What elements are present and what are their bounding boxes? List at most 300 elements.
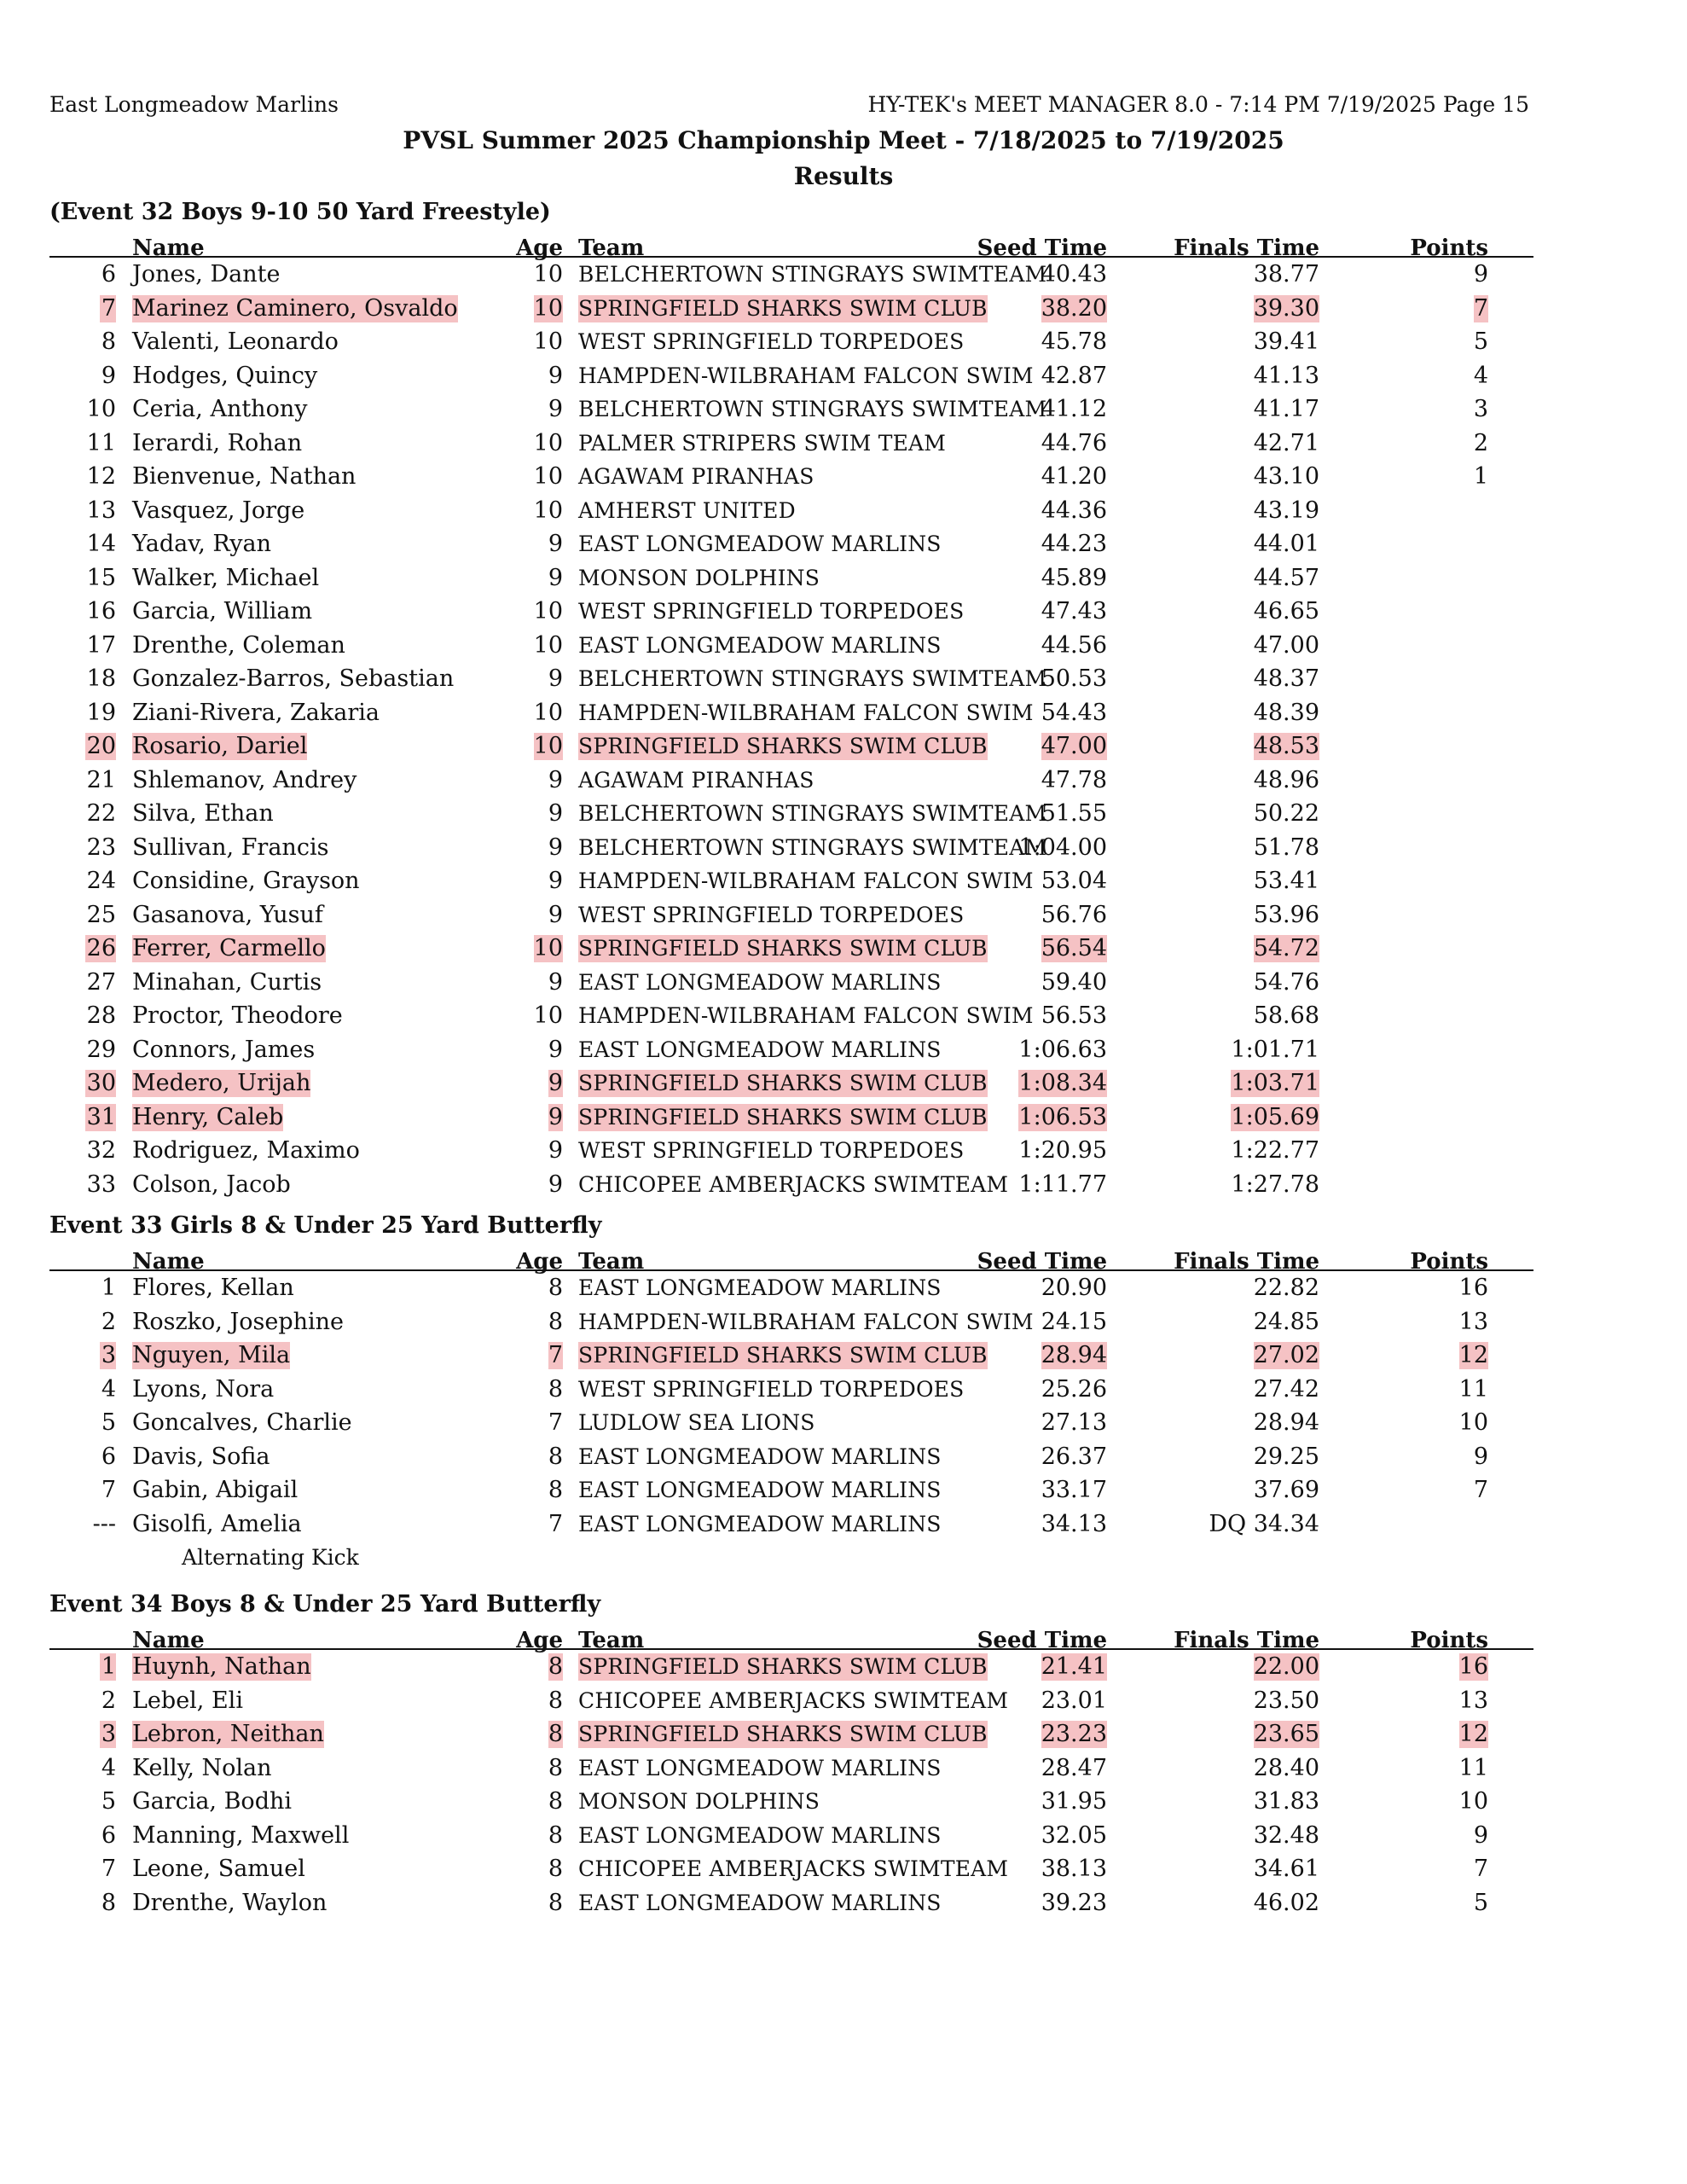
- result-row: [49, 1101, 1533, 1135]
- finals-time: 48.53: [1253, 733, 1319, 759]
- col-team: Team: [578, 1628, 645, 1653]
- team-name: EAST LONGMEADOW MARLINS: [578, 1275, 942, 1300]
- swimmer-name: Marinez Caminero, Osvaldo: [132, 294, 458, 322]
- finals-time: 50.22: [1253, 800, 1319, 827]
- age-cell: 8: [548, 1275, 563, 1301]
- points-cell: 9: [1473, 1821, 1488, 1849]
- swimmer-name: Walker, Michael: [132, 564, 320, 591]
- swimmer-name: Flores, Kellan: [132, 1275, 294, 1301]
- result-row: [49, 1751, 1533, 1786]
- place-cell: 3: [101, 1721, 116, 1747]
- place-cell: 29: [86, 1036, 116, 1063]
- result-row: [49, 1785, 1533, 1819]
- result-row: [49, 966, 1533, 1000]
- seed-time: 1:06.63: [1018, 1036, 1107, 1063]
- points-cell: 4: [1473, 362, 1488, 389]
- swimmer-name: Medero, Urijah: [132, 1070, 311, 1096]
- col-points: Points: [1410, 1249, 1488, 1275]
- header-team-name: East Longmeadow Marlins: [49, 92, 339, 117]
- col-finals-time: Finals Time: [1174, 1628, 1319, 1653]
- result-row: [49, 1819, 1533, 1853]
- age-cell: 9: [548, 362, 563, 389]
- age-cell: 7: [548, 1510, 563, 1537]
- seed-time: 1:20.95: [1018, 1137, 1107, 1164]
- seed-time: 21.41: [1041, 1653, 1107, 1680]
- team-name: SPRINGFIELD SHARKS SWIM CLUB: [578, 1654, 988, 1679]
- seed-time: 44.36: [1041, 497, 1107, 524]
- result-row: [49, 1886, 1533, 1920]
- result-row: [49, 831, 1533, 865]
- finals-time: 46.02: [1253, 1889, 1319, 1916]
- col-name: Name: [132, 235, 205, 261]
- place-cell: 21: [86, 766, 116, 793]
- age-cell: 8: [548, 1754, 563, 1781]
- seed-time: 44.56: [1041, 631, 1107, 659]
- finals-time: 44.57: [1253, 564, 1319, 591]
- team-name: HAMPDEN-WILBRAHAM FALCON SWIM: [578, 700, 1034, 725]
- swimmer-name: Lebel, Eli: [132, 1687, 243, 1714]
- finals-time: 54.76: [1253, 968, 1319, 996]
- finals-time: 1:01.71: [1231, 1036, 1319, 1063]
- age-cell: 9: [548, 834, 563, 861]
- column-header: [49, 1621, 1533, 1653]
- team-name: CHICOPEE AMBERJACKS SWIMTEAM: [578, 1856, 1009, 1881]
- team-name: MONSON DOLPHINS: [578, 1789, 820, 1814]
- team-name: BELCHERTOWN STINGRAYS SWIMTEAM: [578, 801, 1047, 826]
- result-row: [49, 1684, 1533, 1718]
- place-cell: 4: [101, 1754, 116, 1781]
- finals-time: 23.50: [1253, 1687, 1319, 1714]
- col-finals-time: Finals Time: [1174, 235, 1319, 261]
- seed-time: 41.20: [1041, 463, 1107, 490]
- col-points: Points: [1410, 235, 1488, 261]
- swimmer-name: Gasanova, Yusuf: [132, 901, 323, 928]
- age-cell: 8: [548, 1788, 563, 1815]
- col-seed-time: Seed Time: [977, 235, 1107, 261]
- seed-time: 44.76: [1041, 429, 1107, 456]
- swimmer-name: Vasquez, Jorge: [132, 497, 305, 524]
- dq-reason: Alternating Kick: [182, 1545, 359, 1570]
- place-cell: 9: [101, 362, 116, 389]
- age-cell: 9: [548, 766, 563, 793]
- age-cell: 8: [548, 1653, 563, 1680]
- result-row: [49, 1717, 1533, 1751]
- seed-time: 32.05: [1041, 1821, 1107, 1849]
- result-note-row: [49, 1541, 1533, 1575]
- points-cell: 12: [1458, 1342, 1488, 1368]
- age-cell: 10: [533, 429, 563, 456]
- seed-time: 26.37: [1041, 1443, 1107, 1470]
- team-name: EAST LONGMEADOW MARLINS: [578, 1755, 942, 1780]
- age-cell: 8: [548, 1477, 563, 1503]
- points-cell: 7: [1473, 294, 1488, 322]
- place-cell: 26: [86, 935, 116, 961]
- column-header: [49, 229, 1533, 261]
- place-cell: 7: [101, 1856, 116, 1882]
- result-row: [49, 999, 1533, 1033]
- team-name: EAST LONGMEADOW MARLINS: [578, 1037, 942, 1062]
- team-name: BELCHERTOWN STINGRAYS SWIMTEAM: [578, 834, 1047, 860]
- swimmer-name: Goncalves, Charlie: [132, 1409, 352, 1436]
- age-cell: 9: [548, 564, 563, 591]
- points-cell: 16: [1458, 1653, 1488, 1680]
- swimmer-name: Huynh, Nathan: [132, 1653, 311, 1680]
- place-cell: 5: [101, 1788, 116, 1815]
- place-cell: 23: [86, 834, 116, 861]
- result-row: [49, 1473, 1533, 1507]
- swimmer-name: Shlemanov, Andrey: [132, 766, 357, 793]
- result-row: [49, 1271, 1533, 1305]
- place-cell: 4: [101, 1375, 116, 1403]
- team-name: WEST SPRINGFIELD TORPEDOES: [578, 599, 965, 624]
- team-name: EAST LONGMEADOW MARLINS: [578, 1822, 942, 1848]
- col-age: Age: [516, 235, 563, 261]
- points-cell: 11: [1458, 1375, 1488, 1403]
- place-cell: 6: [101, 1821, 116, 1849]
- place-cell: 30: [86, 1070, 116, 1096]
- seed-time: 33.17: [1041, 1477, 1107, 1503]
- place-cell: 8: [101, 328, 116, 355]
- team-name: WEST SPRINGFIELD TORPEDOES: [578, 1138, 965, 1163]
- team-name: EAST LONGMEADOW MARLINS: [578, 1478, 942, 1502]
- seed-time: 56.53: [1041, 1002, 1107, 1029]
- team-name: BELCHERTOWN STINGRAYS SWIMTEAM: [578, 666, 1047, 691]
- age-cell: 10: [533, 294, 563, 322]
- swimmer-name: Henry, Caleb: [132, 1103, 284, 1130]
- swimmer-name: Valenti, Leonardo: [132, 328, 339, 355]
- result-row: [49, 797, 1533, 831]
- finals-time: 53.96: [1253, 901, 1319, 928]
- place-cell: 17: [86, 631, 116, 659]
- swimmer-name: Minahan, Curtis: [132, 968, 322, 996]
- points-cell: 9: [1473, 1443, 1488, 1470]
- result-row: [49, 460, 1533, 494]
- team-name: SPRINGFIELD SHARKS SWIM CLUB: [578, 936, 988, 961]
- team-name: AGAWAM PIRANHAS: [578, 464, 815, 489]
- seed-time: 51.55: [1041, 800, 1107, 827]
- finals-time: 43.10: [1253, 463, 1319, 490]
- age-cell: 10: [533, 261, 563, 288]
- finals-time: 1:03.71: [1231, 1070, 1319, 1096]
- results-rows: [49, 258, 1533, 1201]
- result-row: [49, 932, 1533, 966]
- result-row: [49, 1066, 1533, 1101]
- points-cell: 7: [1473, 1856, 1488, 1882]
- team-name: CHICOPEE AMBERJACKS SWIMTEAM: [578, 1171, 1009, 1197]
- header-software-info: HY-TEK's MEET MANAGER 8.0 - 7:14 PM 7/19/2025 Page 15: [867, 92, 1529, 117]
- seed-time: 47.43: [1041, 598, 1107, 624]
- result-row: [49, 292, 1533, 326]
- team-name: EAST LONGMEADOW MARLINS: [578, 1511, 942, 1536]
- age-cell: 8: [548, 1687, 563, 1714]
- event-33-section: [49, 1210, 1533, 1575]
- place-cell: 8: [101, 1889, 116, 1916]
- seed-time: 47.00: [1041, 733, 1107, 759]
- age-cell: 8: [548, 1889, 563, 1916]
- team-name: WEST SPRINGFIELD TORPEDOES: [578, 329, 965, 354]
- seed-time: 41.12: [1041, 396, 1107, 422]
- seed-time: 45.89: [1041, 564, 1107, 591]
- result-row: [49, 1168, 1533, 1202]
- finals-time: 24.85: [1253, 1308, 1319, 1335]
- finals-time: 37.69: [1253, 1477, 1319, 1503]
- swimmer-name: Gisolfi, Amelia: [132, 1510, 302, 1537]
- finals-time: 46.65: [1253, 598, 1319, 624]
- finals-time: 58.68: [1253, 1002, 1319, 1029]
- team-name: EAST LONGMEADOW MARLINS: [578, 969, 942, 995]
- seed-time: 56.76: [1041, 901, 1107, 928]
- seed-time: 20.90: [1041, 1275, 1107, 1301]
- results-rows: [49, 1650, 1533, 1920]
- place-cell: 19: [86, 699, 116, 726]
- age-cell: 8: [548, 1821, 563, 1849]
- team-name: HAMPDEN-WILBRAHAM FALCON SWIM: [578, 363, 1034, 388]
- swimmer-name: Rodriguez, Maximo: [132, 1137, 360, 1164]
- age-cell: 9: [548, 1070, 563, 1096]
- team-name: WEST SPRINGFIELD TORPEDOES: [578, 902, 965, 927]
- seed-time: 23.23: [1041, 1721, 1107, 1747]
- team-name: AGAWAM PIRANHAS: [578, 767, 815, 793]
- place-cell: 31: [86, 1103, 116, 1130]
- points-cell: 10: [1458, 1409, 1488, 1436]
- col-name: Name: [132, 1628, 205, 1653]
- swimmer-name: Sullivan, Francis: [132, 834, 329, 861]
- team-name: BELCHERTOWN STINGRAYS SWIMTEAM: [578, 262, 1047, 287]
- age-cell: 10: [533, 328, 563, 355]
- age-cell: 10: [533, 598, 563, 624]
- age-cell: 10: [533, 463, 563, 490]
- seed-time: 40.43: [1041, 261, 1107, 288]
- age-cell: 9: [548, 800, 563, 827]
- result-row: [49, 1406, 1533, 1440]
- result-row: [49, 696, 1533, 730]
- swimmer-name: Considine, Grayson: [132, 868, 360, 894]
- result-row: [49, 595, 1533, 629]
- points-cell: 16: [1458, 1275, 1488, 1301]
- result-row: [49, 764, 1533, 798]
- seed-time: 45.78: [1041, 328, 1107, 355]
- swimmer-name: Drenthe, Coleman: [132, 631, 345, 659]
- swimmer-name: Garcia, Bodhi: [132, 1788, 292, 1815]
- place-cell: 1: [101, 1653, 116, 1680]
- swimmer-name: Rosario, Dariel: [132, 733, 308, 759]
- place-cell: 24: [86, 868, 116, 894]
- swimmer-name: Gabin, Abigail: [132, 1477, 299, 1503]
- seed-time: 59.40: [1041, 968, 1107, 996]
- seed-time: 1:11.77: [1018, 1170, 1107, 1198]
- finals-time: 32.48: [1253, 1821, 1319, 1849]
- age-cell: 9: [548, 1103, 563, 1130]
- finals-time: 39.30: [1253, 294, 1319, 322]
- finals-time: 34.61: [1253, 1856, 1319, 1882]
- result-row: [49, 1134, 1533, 1168]
- points-cell: 9: [1473, 261, 1488, 288]
- age-cell: 8: [548, 1375, 563, 1403]
- finals-time: 47.00: [1253, 631, 1319, 659]
- team-name: SPRINGFIELD SHARKS SWIM CLUB: [578, 1104, 988, 1130]
- swimmer-name: Ceria, Anthony: [132, 396, 308, 422]
- result-row: [49, 325, 1533, 359]
- swimmer-name: Kelly, Nolan: [132, 1754, 272, 1781]
- column-header: [49, 1242, 1533, 1275]
- points-cell: 1: [1473, 463, 1488, 490]
- result-row: [49, 527, 1533, 561]
- place-cell: 6: [101, 261, 116, 288]
- result-row: [49, 1305, 1533, 1339]
- place-cell: 11: [86, 429, 116, 456]
- result-row: [49, 898, 1533, 932]
- age-cell: 8: [548, 1721, 563, 1747]
- age-cell: 8: [548, 1443, 563, 1470]
- col-seed-time: Seed Time: [977, 1628, 1107, 1653]
- finals-time: 1:05.69: [1231, 1103, 1319, 1130]
- place-cell: 27: [86, 968, 116, 996]
- age-cell: 9: [548, 665, 563, 692]
- event-32-section: [49, 196, 1533, 1201]
- team-name: HAMPDEN-WILBRAHAM FALCON SWIM: [578, 868, 1034, 893]
- event-title: Event 34 Boys 8 & Under 25 Yard Butterfly: [49, 1591, 601, 1618]
- points-cell: 13: [1458, 1308, 1488, 1335]
- seed-time: 28.94: [1041, 1342, 1107, 1368]
- result-row: [49, 1373, 1533, 1407]
- place-cell: 7: [101, 294, 116, 322]
- seed-time: 54.43: [1041, 699, 1107, 726]
- page-header: [49, 92, 1529, 126]
- age-cell: 10: [533, 1002, 563, 1029]
- place-cell: 20: [86, 733, 116, 759]
- swimmer-name: Jones, Dante: [132, 261, 281, 288]
- result-row: [49, 1507, 1533, 1542]
- place-cell: 2: [101, 1687, 116, 1714]
- place-cell: 1: [101, 1275, 116, 1301]
- place-cell: 5: [101, 1409, 116, 1436]
- seed-time: 31.95: [1041, 1788, 1107, 1815]
- points-cell: 2: [1473, 429, 1488, 456]
- age-cell: 10: [533, 699, 563, 726]
- swimmer-name: Davis, Sofia: [132, 1443, 270, 1470]
- finals-time: 1:27.78: [1231, 1170, 1319, 1198]
- team-name: BELCHERTOWN STINGRAYS SWIMTEAM: [578, 397, 1047, 421]
- age-cell: 9: [548, 968, 563, 996]
- col-team: Team: [578, 1249, 645, 1275]
- team-name: SPRINGFIELD SHARKS SWIM CLUB: [578, 734, 988, 758]
- col-name: Name: [132, 1249, 205, 1275]
- swimmer-name: Proctor, Theodore: [132, 1002, 343, 1029]
- finals-time: 53.41: [1253, 868, 1319, 894]
- result-row: [49, 561, 1533, 595]
- swimmer-name: Connors, James: [132, 1036, 316, 1063]
- seed-time: 34.13: [1041, 1510, 1107, 1537]
- place-cell: 15: [86, 564, 116, 591]
- result-row: [49, 729, 1533, 764]
- swimmer-name: Ferrer, Carmello: [132, 935, 326, 961]
- meet-title: PVSL Summer 2025 Championship Meet - 7/18/2025 to 7/19/2025: [403, 126, 1284, 154]
- seed-time: 27.13: [1041, 1409, 1107, 1436]
- finals-time: 22.82: [1253, 1275, 1319, 1301]
- seed-time: 23.01: [1041, 1687, 1107, 1714]
- result-row: [49, 662, 1533, 696]
- finals-time: 31.83: [1253, 1788, 1319, 1815]
- seed-time: 38.20: [1041, 294, 1107, 322]
- age-cell: 10: [533, 631, 563, 659]
- finals-time: 28.94: [1253, 1409, 1319, 1436]
- team-name: CHICOPEE AMBERJACKS SWIMTEAM: [578, 1687, 1009, 1713]
- team-name: HAMPDEN-WILBRAHAM FALCON SWIM: [578, 1309, 1034, 1334]
- swimmer-name: Ziani-Rivera, Zakaria: [132, 699, 380, 726]
- age-cell: 10: [533, 935, 563, 961]
- age-cell: 10: [533, 497, 563, 524]
- age-cell: 7: [548, 1409, 563, 1436]
- swimmer-name: Yadav, Ryan: [132, 531, 272, 557]
- age-cell: 9: [548, 531, 563, 557]
- col-points: Points: [1410, 1628, 1488, 1653]
- points-cell: 5: [1473, 328, 1488, 355]
- points-cell: 11: [1458, 1754, 1488, 1781]
- finals-time: 38.77: [1253, 261, 1319, 288]
- col-team: Team: [578, 235, 645, 261]
- swimmer-name: Garcia, William: [132, 598, 313, 624]
- result-row: [49, 864, 1533, 898]
- seed-time: 42.87: [1041, 362, 1107, 389]
- result-row: [49, 1339, 1533, 1373]
- swimmer-name: Colson, Jacob: [132, 1170, 291, 1198]
- seed-time: 53.04: [1041, 868, 1107, 894]
- age-cell: 9: [548, 1170, 563, 1198]
- points-cell: 3: [1473, 396, 1488, 422]
- col-age: Age: [516, 1249, 563, 1275]
- team-name: EAST LONGMEADOW MARLINS: [578, 1443, 942, 1469]
- swimmer-name: Roszko, Josephine: [132, 1308, 345, 1335]
- points-cell: 10: [1458, 1788, 1488, 1815]
- age-cell: 9: [548, 1036, 563, 1063]
- finals-time: 23.65: [1253, 1721, 1319, 1747]
- swimmer-name: Leone, Samuel: [132, 1856, 305, 1882]
- result-row: [49, 629, 1533, 663]
- seed-time: 39.23: [1041, 1889, 1107, 1916]
- finals-time: 1:22.77: [1231, 1137, 1319, 1164]
- seed-time: 25.26: [1041, 1375, 1107, 1403]
- result-row: [49, 494, 1533, 528]
- place-cell: 32: [86, 1137, 116, 1164]
- swimmer-name: Hodges, Quincy: [132, 362, 318, 389]
- swimmer-name: Manning, Maxwell: [132, 1821, 350, 1849]
- team-name: HAMPDEN-WILBRAHAM FALCON SWIM: [578, 1003, 1034, 1028]
- col-finals-time: Finals Time: [1174, 1249, 1319, 1275]
- seed-time: 1:08.34: [1018, 1070, 1107, 1096]
- age-cell: 8: [548, 1856, 563, 1882]
- team-name: SPRINGFIELD SHARKS SWIM CLUB: [578, 1343, 988, 1368]
- results-title: Results: [793, 162, 894, 190]
- place-cell: 12: [86, 463, 116, 490]
- swimmer-name: Nguyen, Mila: [132, 1342, 291, 1368]
- age-cell: 10: [533, 733, 563, 759]
- team-name: SPRINGFIELD SHARKS SWIM CLUB: [578, 1722, 988, 1746]
- place-cell: 33: [86, 1170, 116, 1198]
- finals-time: 54.72: [1253, 935, 1319, 961]
- team-name: SPRINGFIELD SHARKS SWIM CLUB: [578, 1071, 988, 1095]
- finals-time: DQ 34.34: [1209, 1510, 1319, 1537]
- result-row: [49, 1033, 1533, 1067]
- place-cell: ---: [92, 1510, 116, 1537]
- finals-time: 41.13: [1253, 362, 1319, 389]
- swimmer-name: Gonzalez-Barros, Sebastian: [132, 665, 455, 692]
- seed-time: 38.13: [1041, 1856, 1107, 1882]
- col-seed-time: Seed Time: [977, 1249, 1107, 1275]
- place-cell: 14: [86, 531, 116, 557]
- seed-time: 50.53: [1041, 665, 1107, 692]
- team-name: WEST SPRINGFIELD TORPEDOES: [578, 1376, 965, 1402]
- place-cell: 6: [101, 1443, 116, 1470]
